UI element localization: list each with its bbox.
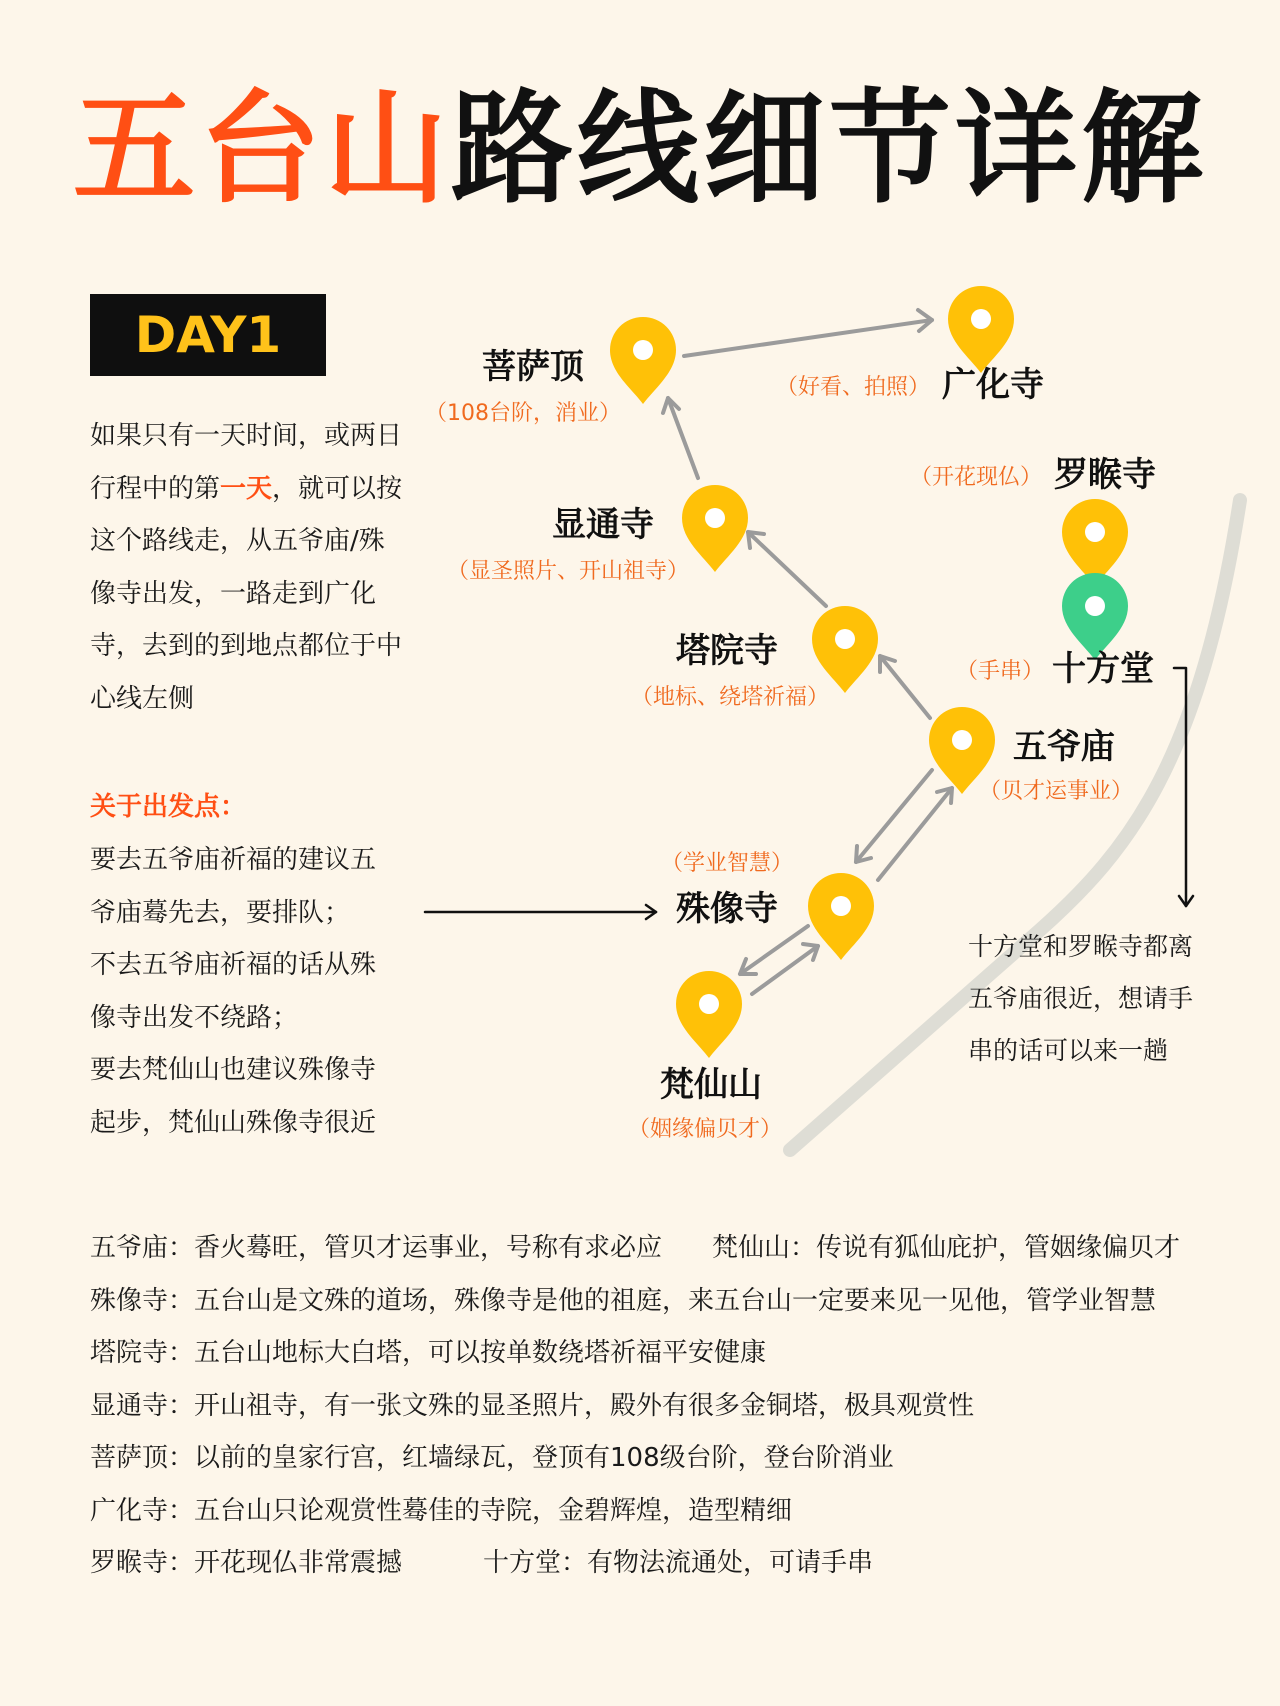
detail-row: 菩萨顶：以前的皇家行宫，红墙绿瓦，登顶有108级台阶，登台阶消业 [90,1443,894,1473]
place-name-guanghuasi: 广化寺 [942,365,1044,405]
place-note-pusading: （108台阶，消业） [425,401,621,426]
place-name-shuxiangsi: 殊像寺 [676,889,778,929]
place-name-xiantongsi: 显通寺 [552,505,654,545]
departure-heading: 关于出发点： [90,792,247,822]
side-note-line: 十方堂和罗睺寺都离 [968,932,1194,961]
place-note-tayuansi: （地标、绕塔祈福） [630,685,830,710]
intro-text-after: ，就可以按这个路线走，从五爷庙/殊像寺出发，一路走到广化寺，去到的到地点都位于中心线左侧 [90,473,403,714]
tayuansi-pin-icon [812,606,878,693]
side-note-line: 串的话可以来一趟 [968,1036,1169,1065]
departure-line: 爷庙蓦先去，要排队； [90,897,351,928]
place-name-shifangtang: 十方堂 [1052,649,1154,689]
detail-wuyemiao: 五爷庙：香火蓦旺，管贝才运事业，号称有求必应 [90,1233,663,1263]
temple-details [90,1222,1210,1590]
departure-line: 要去梵仙山也建议殊像寺 [90,1055,377,1085]
place-note-shuxiangsi: （学业智慧） [660,851,794,876]
departure-line: 起步，梵仙山殊像寺很近 [90,1107,377,1138]
place-name-pusading: 菩萨顶 [482,347,584,387]
detail-luohousi: 罗睺寺：开花现仏非常震撼 [90,1548,403,1578]
place-note-luohousi: （开花现仏） [909,465,1042,490]
intro-text-before: 如果只有一天时间，或两日行程中的第 [90,421,403,504]
side-note-line: 五爷庙很近，想请手 [968,984,1194,1013]
departure-line: 要去五爷庙祈福的建议五 [90,845,377,875]
luohousi-pin-icon [1062,499,1128,586]
guanghuasi-pin-icon [948,286,1014,373]
place-name-fanxianshan: 梵仙山 [660,1065,762,1105]
detail-row: 塔院寺：五台山地标大白塔，可以按单数绕塔祈福平安健康 [90,1338,767,1368]
route-arrow-fanxianshan-shuxiangsi [752,944,818,994]
departure-line: 像寺出发不绕路； [90,1002,299,1033]
place-note-shifangtang: （手串） [955,659,1044,684]
detail-fanxianshan: 梵仙山：传说有狐仙庇护，管姻缘偏贝才 [712,1233,1181,1263]
day-badge: DAY1 [90,294,326,376]
detail-row [90,1537,1210,1590]
departure-arrow [425,905,656,919]
place-name-tayuansi: 塔院寺 [676,631,778,671]
detail-row: 殊像寺：五台山是文殊的道场，殊像寺是他的祖庭，来五台山一定要来见一见他，管学业智慧 [90,1285,1157,1316]
fanxianshan-pin-icon [676,971,742,1058]
route-arrow-shuxiangsi-wuyemiao [878,788,952,880]
place-note-fanxianshan: （姻缘偏贝才） [627,1117,783,1142]
place-note-wuyemiao: （贝才运事业） [978,779,1134,804]
pusading-pin-icon [610,317,676,404]
title-highlight: 五台山 [73,78,451,220]
place-note-xiantongsi: （显圣照片、开山祖寺） [446,559,690,584]
route-arrow-wuyemiao-shuxiangsi [856,770,932,862]
route-arrow-shuxiangsi-fanxianshan [740,926,808,974]
place-name-luohousi: 罗睺寺 [1054,455,1156,495]
detail-row: 广化寺：五台山只论观赏性蓦佳的寺院，金碧辉煌，造型精细 [90,1495,793,1526]
place-note-guanghuasi: （好看、拍照） [775,375,930,400]
xiantongsi-pin-icon [682,485,748,572]
route-arrow-tayuansi-xiantongsi [748,532,826,606]
shifangtang-pin-icon [1062,573,1128,660]
route-arrow-xiantongsi-pusading [663,398,698,478]
detail-row: 显通寺：开山祖寺，有一张文殊的显圣照片，殿外有很多金铜塔，极具观赏性 [90,1390,975,1421]
intro-emphasis: 一天 [220,473,273,504]
route-arrow-wuyemiao-tayuansi [880,656,930,718]
route-arrow-pusading-guanghuasi [684,310,932,356]
departure-line: 不去五爷庙祈福的话从殊 [90,950,377,980]
title-rest: 路线细节详解 [451,78,1207,220]
detail-shifangtang: 十方堂：有物法流通处，可请手串 [483,1548,874,1578]
place-name-wuyemiao: 五爷庙 [1013,727,1115,767]
detail-row [90,1222,1210,1275]
